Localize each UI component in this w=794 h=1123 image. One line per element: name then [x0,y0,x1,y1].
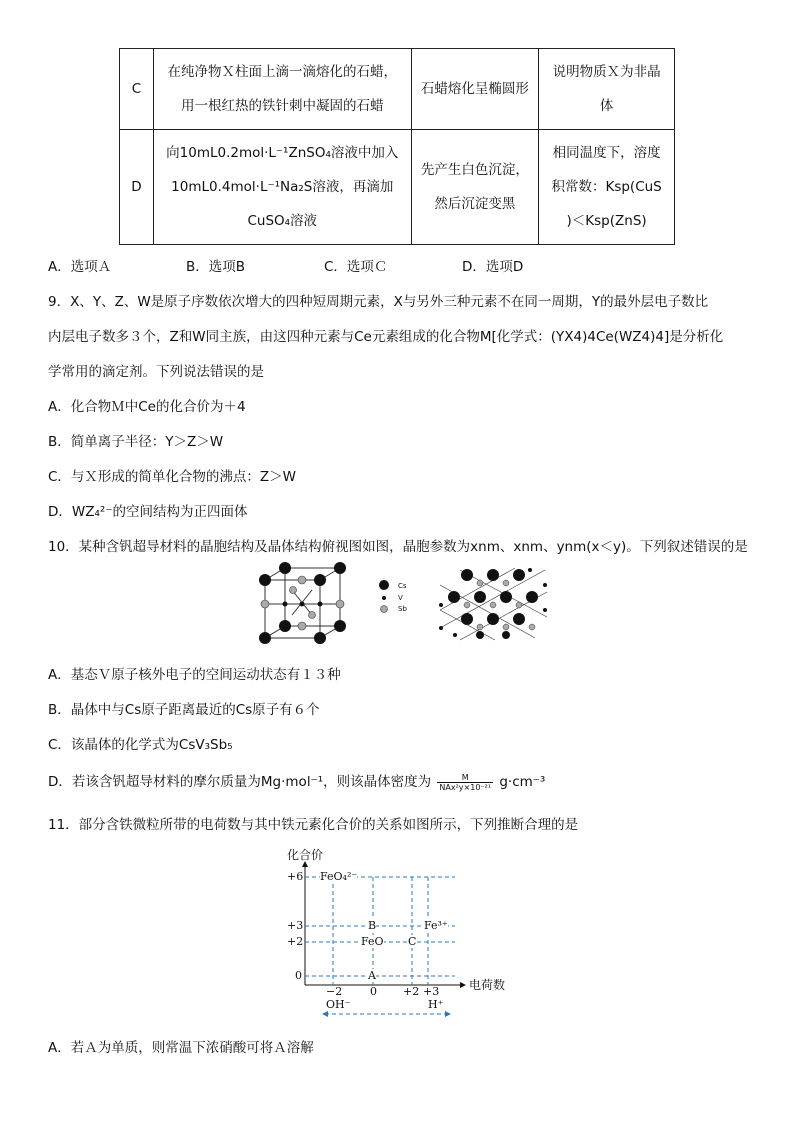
phenomenon-cell: 先产生白色沉淀， 然后沉淀变黑 [411,130,539,245]
valence-charge-chart [285,842,510,1020]
table-row [120,130,675,245]
ytick: +3 [287,919,304,932]
point-feo: FeO [361,935,384,948]
q9-option-b[interactable]: B．简单离子半径：Y＞Z＞W [48,434,224,450]
row-label: D [120,130,154,245]
conclusion-cell: 相同温度下，溶度 积常数：Ksp(CuS )＜Ksp(ZnS) [539,130,675,245]
choice-d[interactable]: D．选项D [462,259,524,275]
point-c: C [408,935,417,948]
point-fe3: Fe³⁺ [424,919,448,932]
q11-stem: 11．部分含铁微粒所带的电荷数与其中铁元素化合价的关系如图所示，下列推断合理的是 [48,817,579,833]
experiment-cell: 在纯净物Ｘ柱面上滴一滴熔化的石蜡， 用一根红热的铁针刺中凝固的石蜡 [153,49,411,130]
unit-cell-figure [255,560,350,648]
point-feo4: FeO₄²⁻ [320,870,358,883]
conclusion-cell: 说明物质Ｘ为非晶 体 [539,49,675,130]
q9-option-c[interactable]: C．与Ｘ形成的简单化合物的沸点：Z＞W [48,469,297,485]
top-view-figure [435,565,550,643]
q11-option-a[interactable]: A．若Ａ为单质，则常温下浓硝酸可将Ａ溶解 [48,1040,314,1056]
legend-v: V [398,594,403,602]
ytick: +2 [287,935,304,948]
phenomenon-cell: 石蜡熔化呈椭圆形 [411,49,539,130]
experiment-cell: 向10mL0.2mol·L⁻¹ZnSO₄溶液中加入 10mL0.4mol·L⁻¹Na₂S溶液，再滴加 CuSO₄溶液 [153,130,411,245]
q9-option-d[interactable]: D．WZ₄²⁻的空间结构为正四面体 [48,504,248,520]
q10-option-c[interactable]: C．该晶体的化学式为CsV₃Sb₅ [48,737,233,753]
row-label: C [120,49,154,130]
xtick: +3 [423,985,440,998]
point-a: A [368,969,376,982]
ytick: +6 [287,870,304,883]
point-b: B [368,919,377,932]
oh-label: OH⁻ [326,998,351,1011]
xtick: +2 [403,985,420,998]
q9-stem-line2: 内层电子数多３个，Z和W同主族，由这四种元素与Ce元素组成的化合物M[化学式：(YX4)4Ce(WZ4)4]是分析化 [48,329,724,345]
q9-stem-line3: 学常用的滴定剂。下列说法错误的是 [48,364,264,380]
legend-cs: Cs [398,582,407,590]
q9-option-a[interactable]: A．化合物Ｍ中Ce的化合价为＋4 [48,399,246,415]
y-axis-label: 化合价 [287,848,324,862]
q10-option-a[interactable]: A．基态Ｖ原子核外电子的空间运动状态有１３种 [48,667,341,683]
table-row [120,49,675,130]
legend-sb: Sb [398,605,407,613]
q9-stem-line1: 9．X、Y、Z、W是原子序数依次增大的四种短周期元素，X与另外三种元素不在同一周期，Y的最外层电子数比 [48,294,709,310]
xtick: 0 [370,985,377,998]
q10-stem: 10．某种含钒超导材料的晶胞结构及晶体结构俯视图如图，晶胞参数为xnm、xnm、ynm(x＜y)。下列叙述错误的是 [48,539,748,555]
choice-b[interactable]: B．选项B [186,259,246,275]
xtick: −2 [326,985,343,998]
ytick: 0 [295,969,302,982]
q10-option-d[interactable]: D．若该含钒超导材料的摩尔质量为Mg·mol⁻¹，则该晶体密度为 M NAx²y×10⁻²¹ g·cm⁻³ [48,772,546,792]
q8-choices [48,255,600,275]
h-label: H⁺ [428,998,444,1011]
choice-a[interactable]: A．选项Ａ [48,259,112,275]
options-table [119,48,675,245]
x-axis-label: 电荷数 [469,978,506,992]
density-fraction: M NAx²y×10⁻²¹ [439,772,492,792]
choice-c[interactable]: C．选项Ｃ [324,259,388,275]
q10-option-b[interactable]: B．晶体中与Cs原子距离最近的Cs原子有６个 [48,702,320,718]
